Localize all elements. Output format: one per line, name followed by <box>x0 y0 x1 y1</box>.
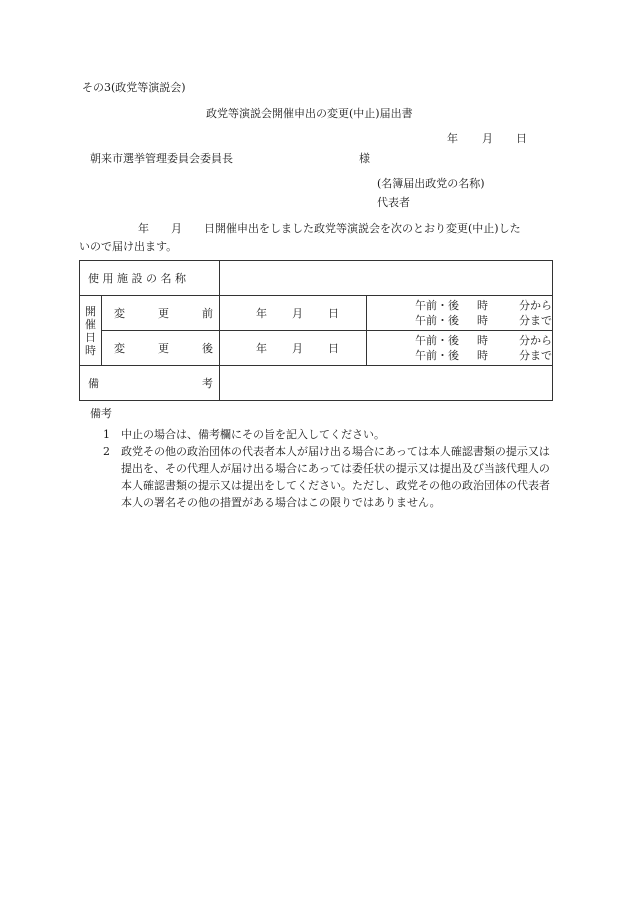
facility-row <box>80 261 553 296</box>
after-to-ampm: 午前・後 <box>415 349 460 362</box>
remarks-row <box>80 366 553 401</box>
after-time[interactable] <box>367 331 553 366</box>
after-label-part: 変 <box>114 341 125 355</box>
party-name-label: (名簿届出政党の名称) <box>377 177 485 190</box>
addressee: 朝来市選挙管理委員会委員長 <box>90 152 233 165</box>
before-year: 年 <box>256 306 268 320</box>
representative-label: 代表者 <box>377 196 410 209</box>
schedule-label <box>80 296 102 366</box>
before-label-part: 更 <box>158 306 169 320</box>
facility-label <box>80 261 220 296</box>
after-month: 月 <box>292 341 304 355</box>
after-day: 日 <box>328 341 340 355</box>
note-item <box>103 443 553 511</box>
notes-heading: 備考 <box>90 407 112 420</box>
change-form-table <box>79 260 553 401</box>
date-year: 年 <box>447 132 458 145</box>
after-to-minute: 分まで <box>519 349 553 362</box>
facility-label-text: 使 用 施 設 の 名 称 <box>88 271 186 285</box>
before-month: 月 <box>292 306 304 320</box>
body-text-line1: 年 月 日開催申出をしました政党等演説会を次のとおり変更(中止)した <box>138 222 521 235</box>
after-from-ampm: 午前・後 <box>415 334 460 347</box>
date-month: 月 <box>482 132 493 145</box>
after-label <box>102 331 220 366</box>
after-date[interactable] <box>220 331 367 366</box>
note-number: 2 <box>103 445 110 458</box>
after-to-hour: 時 <box>477 349 489 362</box>
after-label-part: 更 <box>158 341 169 355</box>
before-to-hour: 時 <box>477 314 489 327</box>
before-from-hour: 時 <box>477 299 489 312</box>
note-number: 1 <box>103 428 110 441</box>
schedule-char: 催 <box>85 317 96 331</box>
note-text: 政党その他の政治団体の代表者本人が届け出る場合にあっては本人確認書類の提示又は提出を、その代理人が届け出る場合にあっては委任状の提示又は提出及び当該代理人の本人確認書類の提示又は提出をしてください。ただし、政党その他の政治団体の代表者本人の署名その他の措置がある場合はこの限りではありません。 <box>121 445 550 509</box>
before-date[interactable] <box>220 296 367 331</box>
after-from-hour: 時 <box>477 334 489 347</box>
before-time[interactable] <box>367 296 553 331</box>
after-label-part: 後 <box>202 341 213 355</box>
facility-value[interactable] <box>220 261 553 296</box>
after-row <box>80 331 553 366</box>
after-year: 年 <box>256 341 268 355</box>
before-from-ampm: 午前・後 <box>415 299 460 312</box>
remarks-label-part: 考 <box>202 376 214 390</box>
before-label-part: 変 <box>114 306 125 320</box>
schedule-char: 開 <box>85 304 96 318</box>
after-from-minute: 分から <box>519 334 553 347</box>
before-to-ampm: 午前・後 <box>415 314 460 327</box>
remarks-value[interactable] <box>220 366 553 401</box>
form-number: その3(政党等演説会) <box>82 81 186 94</box>
date-day: 日 <box>516 132 527 145</box>
note-text: 中止の場合は、備考欄にその旨を記入してください。 <box>121 428 385 441</box>
schedule-char: 日 <box>85 330 96 344</box>
schedule-char: 時 <box>85 343 96 357</box>
before-label <box>102 296 220 331</box>
before-to-minute: 分まで <box>519 314 553 327</box>
before-label-part: 前 <box>202 306 213 320</box>
note-item <box>103 426 553 443</box>
before-day: 日 <box>328 306 340 320</box>
remarks-label <box>80 366 220 401</box>
document-title: 政党等演説会開催申出の変更(中止)届出書 <box>206 107 413 120</box>
before-from-minute: 分から <box>519 299 553 312</box>
body-text-line2: いので届け出ます。 <box>79 240 178 253</box>
honorific: 様 <box>359 152 370 165</box>
before-row <box>80 296 553 331</box>
remarks-label-part: 備 <box>88 376 99 390</box>
